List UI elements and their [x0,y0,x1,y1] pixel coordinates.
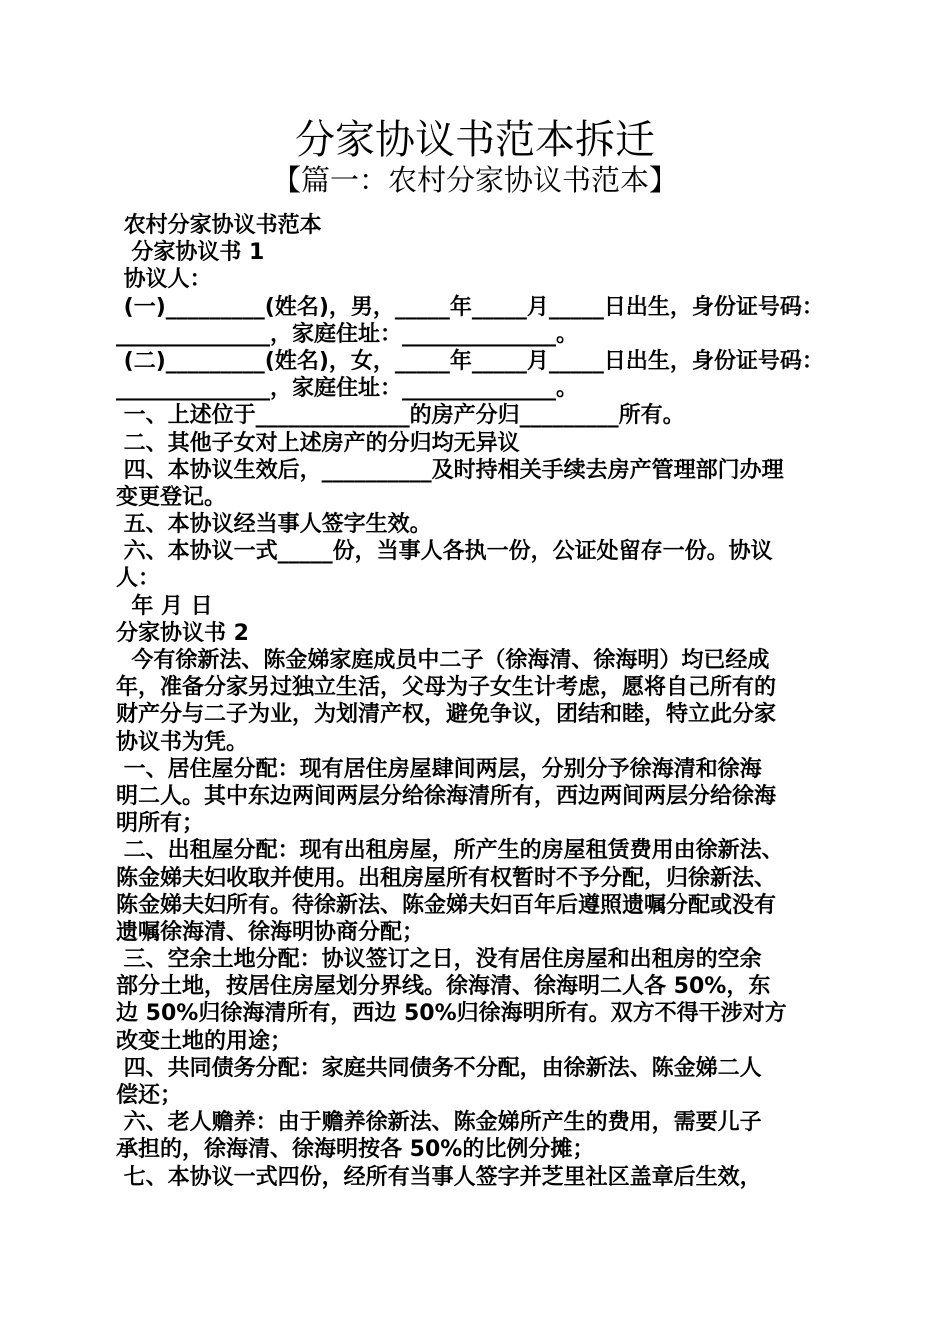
body-line: 四、共同债务分配：家庭共同债务不分配，由徐新法、陈金娣二人 [116,1055,762,1081]
document-body [116,212,846,1191]
body-line: 改变土地的用途； [116,1028,293,1054]
body-line: 分家协议书 2 [116,620,249,646]
document-subtitle: 【篇一：农村分家协议书范本】 [271,163,678,197]
body-line: 变更登记。 [116,484,227,510]
body-line: 三、空余土地分配：协议签订之日，没有居住房屋和出租房的空余 [116,947,762,973]
body-line: 年，准备分家另过独立生活，父母为子女生计考虑，愿将自己所有的 [116,675,777,701]
body-line: 农村分家协议书范本 [116,213,322,238]
body-line: 年 月 日 [116,593,213,619]
body-line: 今有徐新法、陈金娣家庭成员中二子（徐海清、徐海明）均已经成 [116,648,770,673]
body-line: ______________，家庭住址：______________。 [116,376,579,402]
body-line: (一)_________(姓名)，男，_____年_____月_____日出生，身份证号码： [116,294,824,320]
body-line: (二)_________(姓名)，女，_____年_____月_____日出生，身份证号码： [116,348,824,374]
body-line: 陈金娣夫妇所有。待徐新法、陈金娣夫妇百年后遵照遗嘱分配或没有 [116,892,777,918]
body-line: 分家协议书 1 [116,240,265,266]
body-line: 二、其他子女对上述房产的分归均无异议 [116,430,520,456]
body-line: 陈金娣夫妇收取并使用。出租房屋所有权暂时不予分配，归徐新法、 [116,865,777,891]
body-line: 边 50%归徐海清所有，西边 50%归徐海明所有。双方不得干涉对方 [116,1001,787,1027]
body-line: 财产分与二子为业，为划清产权，避免争议，团结和睦，特立此分家 [116,702,777,728]
body-line: 遗嘱徐海清、徐海明协商分配； [116,919,425,945]
body-line: 协议书为凭。 [116,729,249,755]
body-line: 一、居住屋分配：现有居住房屋肆间两层，分别分予徐海清和徐海 [116,756,762,782]
body-line: 明二人。其中东边两间两层分给徐海清所有，西边两间两层分给徐海 [116,783,777,809]
body-line: 六、老人赡养：由于赡养徐新法、陈金娣所产生的费用，需要儿子 [116,1110,762,1136]
body-line: 协议人： [116,267,212,293]
body-line: 五、本协议经当事人签字生效。 [116,512,432,538]
body-line: ______________，家庭住址：______________。 [116,321,579,347]
body-line: 明所有； [116,811,205,837]
body-line: 承担的，徐海清、徐海明按各 50%的比例分摊； [116,1137,595,1163]
body-line: 部分土地，按居住房屋划分界线。徐海清、徐海明二人各 50%，东 [116,974,771,1000]
body-line: 人： [116,566,161,592]
document-title: 分家协议书范本拆迁 [295,117,655,163]
body-line: 六、本协议一式_____份，当事人各执一份，公证处留存一份。协议 [116,539,773,565]
body-line: 一、上述位于______________的房产分归_________所有。 [116,403,685,429]
body-line: 二、出租屋分配：现有出租房屋，所产生的房屋租赁费用由徐新法、 [116,838,784,864]
body-line: 四、本协议生效后，__________及时持相关手续去房产管理部门办理 [116,457,784,483]
body-line: 七、本协议一式四份，经所有当事人签字并芝里社区盖章后生效， [116,1164,762,1190]
body-line: 偿还； [116,1083,183,1108]
